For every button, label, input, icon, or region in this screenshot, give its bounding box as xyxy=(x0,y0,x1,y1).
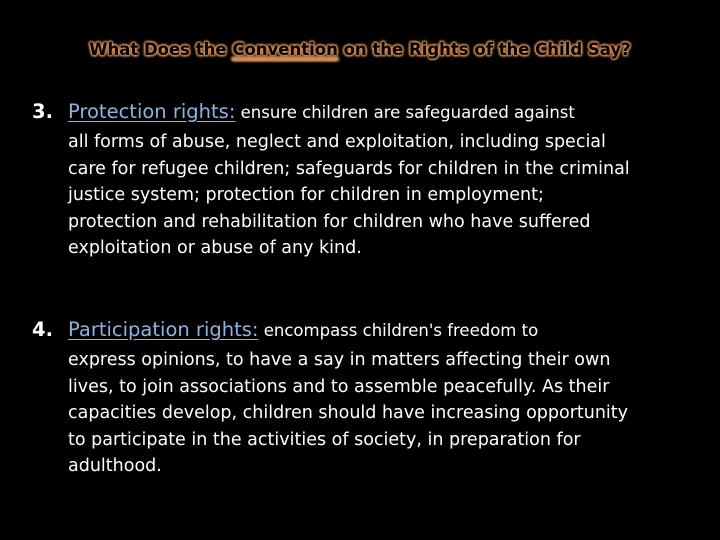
title-text-start: What Does the xyxy=(89,40,233,59)
body-line: justice system; protection for children in employment; xyxy=(68,185,544,205)
body-line: lives, to join associations and to assemble peacefully. As their xyxy=(68,376,610,397)
title-text-underlined: Convention xyxy=(232,40,338,59)
list-number: 3. xyxy=(32,100,53,123)
item-lead-text: encompass children's freedom to xyxy=(258,321,539,340)
item-body xyxy=(68,129,708,262)
list-item-lead xyxy=(32,98,702,127)
body-line: care for refugee children; safeguards for children in the criminal xyxy=(68,158,630,179)
list-item-lead xyxy=(32,316,702,345)
item-heading: Participation rights xyxy=(68,318,252,341)
item-heading-suffix: : xyxy=(251,318,259,341)
body-line: exploitation or abuse of any kind. xyxy=(68,238,362,258)
body-line: capacities develop, children should have increasing opportunity xyxy=(68,403,629,423)
slide-title xyxy=(0,40,720,59)
body-line: to participate in the activities of society, in preparation for xyxy=(68,429,581,450)
item-lead-text: ensure children are safeguarded against xyxy=(235,103,575,122)
body-line: express opinions, to have a say in matters affecting their own xyxy=(68,350,611,370)
item-heading: Protection rights: xyxy=(68,100,236,123)
list-number: 4. xyxy=(32,318,53,341)
body-line: protection and rehabilitation for children who have suffered xyxy=(68,211,591,232)
item-body xyxy=(68,347,708,480)
body-line: adulthood. xyxy=(68,456,162,476)
title-text-end: on the Rights of the Child Say? xyxy=(337,40,631,59)
body-line: all forms of abuse, neglect and exploitation, including special xyxy=(68,132,606,152)
list-item-protection-rights xyxy=(32,98,702,262)
list-item-participation-rights xyxy=(32,316,702,480)
